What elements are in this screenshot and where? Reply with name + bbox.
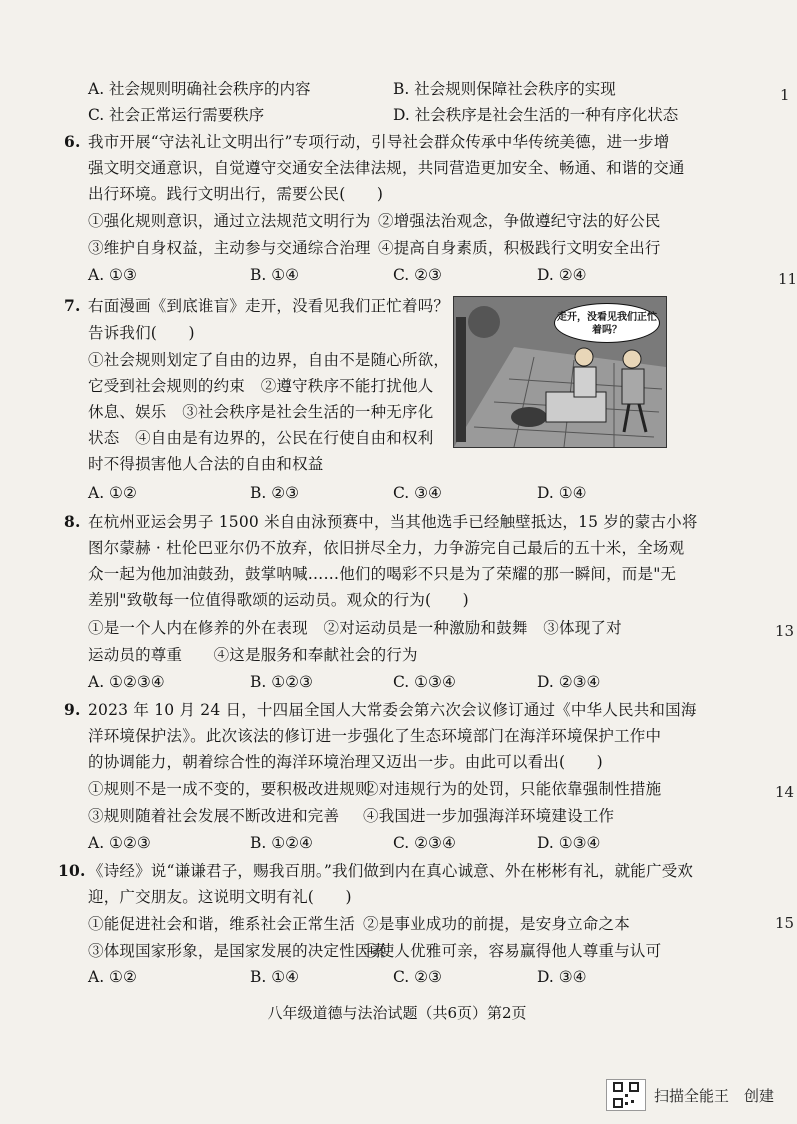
q8-choice-c: C. ①③④ xyxy=(393,673,456,691)
q8-stem-line: 众一起为他加油鼓劲，鼓掌呐喊……他们的喝彩不只是为了荣耀的那一瞬间，而是"无 xyxy=(88,565,677,583)
q7-stem-line: 右面漫画《到底谁盲》走开，没看见我们正忙着吗？ xyxy=(88,297,450,315)
q7-choice-c: C. ③④ xyxy=(393,484,442,502)
q7-number: 7. xyxy=(64,296,81,315)
q6-item: ④提高自身素质，积极践行文明安全出行 xyxy=(378,239,661,257)
margin-number: 14 xyxy=(775,783,795,801)
q9-choice-c: C. ②③④ xyxy=(393,834,456,852)
q6-choice-a: A. ①③ xyxy=(88,266,137,284)
q7-stem-line: 状态 ④自由是有边界的，公民在行使自由和权利 xyxy=(88,429,434,447)
q7-stem-line: 告诉我们( ) xyxy=(88,324,195,342)
q10-item: ④使人优雅可亲，容易赢得他人尊重与认可 xyxy=(363,942,662,960)
speech-bubble: 走开，没看见我们正忙着吗？ xyxy=(554,303,660,343)
q8-stem-line: 图尔蒙赫 · 杜伦巴亚尔仍不放弃，依旧拼尽全力，力争游完自己最后的五十米，全场观 xyxy=(88,539,685,557)
q7-choice-a: A. ①② xyxy=(88,484,137,502)
q7-choice-b: B. ②③ xyxy=(250,484,300,502)
q8-stem-line: 在杭州亚运会男子 1500 米自由泳预赛中，当其他选手已经触壁抵达，15 岁的蒙古小将 xyxy=(88,513,698,531)
q6-stem-line: 我市开展“守法礼让文明出行”专项行动，引导社会群众传承中华传统美德，进一步增 xyxy=(88,133,670,151)
q5-option-c: C. 社会正常运行需要秩序 xyxy=(88,106,265,124)
q7-stem-line: 休息、娱乐 ③社会秩序是社会生活的一种无序化 xyxy=(88,403,434,421)
scanner-watermark xyxy=(606,1078,774,1112)
q10-choice-c: C. ②③ xyxy=(393,968,442,986)
q9-stem-line: 洋环境保护法》。此次该法的修订进一步强化了生态环境部门在海洋环境保护工作中 xyxy=(88,727,662,745)
q9-stem-line: 的协调能力，朝着综合性的海洋环境治理又迈出一步。由此可以看出( ) xyxy=(88,753,603,771)
q6-stem-line: 强文明交通意识，自觉遵守交通安全法律法规，共同营造更加安全、畅通、和谐的交通 xyxy=(88,159,685,177)
q6-number: 6. xyxy=(64,132,81,151)
q8-item-line: ①是一个人内在修养的外在表现 ②对运动员是一种激励和鼓舞 ③体现了对 xyxy=(88,619,622,637)
q6-stem-line: 出行环境。践行文明出行，需要公民( ) xyxy=(88,185,384,203)
margin-number: 15 xyxy=(775,914,795,932)
q8-choice-b: B. ①②③ xyxy=(250,673,313,691)
q8-item-line: 运动员的尊重 ④这是服务和奉献社会的行为 xyxy=(88,646,418,664)
q10-choice-d: D. ③④ xyxy=(537,968,587,986)
margin-number: 1 xyxy=(780,86,790,104)
q7-stem-line: ①社会规则划定了自由的边界，自由不是随心所欲， xyxy=(88,351,450,369)
q8-stem-line: 差别"致敬每一位值得歌颂的运动员。观众的行为( ) xyxy=(88,591,469,609)
q10-number: 10. xyxy=(58,861,86,880)
q5-option-b: B. 社会规则保障社会秩序的实现 xyxy=(393,80,616,98)
q10-stem-line: 迎，广交朋友。这说明文明有礼( ) xyxy=(88,888,352,906)
q6-choice-d: D. ②④ xyxy=(537,266,587,284)
q10-item: ②是事业成功的前提，是安身立命之本 xyxy=(363,915,630,933)
q8-choice-a: A. ①②③④ xyxy=(88,673,165,691)
q6-choice-b: B. ①④ xyxy=(250,266,300,284)
page-footer: 八年级道德与法治试题（共6页）第2页 xyxy=(267,1004,527,1022)
q10-item: ③体现国家形象，是国家发展的决定性因素 xyxy=(88,942,387,960)
q9-number: 9. xyxy=(64,700,81,719)
q10-item: ①能促进社会和谐，维系社会正常生活 xyxy=(88,915,355,933)
cartoon-image xyxy=(453,296,667,448)
q9-choice-b: B. ①②④ xyxy=(250,834,313,852)
q7-stem-line: 时不得损害他人合法的自由和权益 xyxy=(88,455,324,473)
q8-number: 8. xyxy=(64,512,81,531)
q9-item: ①规则不是一成不变的，要积极改进规则 xyxy=(88,780,371,798)
q10-stem-line: 《诗经》说“谦谦君子，赐我百朋。”我们做到内在真心诚意、外在彬彬有礼，就能广受欢 xyxy=(88,862,694,880)
q10-choice-b: B. ①④ xyxy=(250,968,300,986)
q6-item: ②增强法治观念，争做遵纪守法的好公民 xyxy=(378,212,661,230)
q10-choice-a: A. ①② xyxy=(88,968,137,986)
q9-stem-line: 2023 年 10 月 24 日，十四届全国人大常委会第六次会议修订通过《中华人民共和国海 xyxy=(88,701,697,719)
q9-item: ③规则随着社会发展不断改进和完善 xyxy=(88,807,340,825)
q9-choice-d: D. ①③④ xyxy=(537,834,601,852)
q8-choice-d: D. ②③④ xyxy=(537,673,601,691)
q9-item: ②对违规行为的处罚，只能依靠强制性措施 xyxy=(363,780,662,798)
q9-choice-a: A. ①②③ xyxy=(88,834,151,852)
q7-choice-d: D. ①④ xyxy=(537,484,587,502)
watermark-text: 扫描全能王 创建 xyxy=(653,1086,774,1105)
q6-choice-c: C. ②③ xyxy=(393,266,442,284)
qr-code-icon xyxy=(606,1079,646,1111)
q5-option-d: D. 社会秩序是社会生活的一种有序化状态 xyxy=(393,106,679,124)
margin-number: 13 xyxy=(775,622,795,640)
q7-stem-line: 它受到社会规则的约束 ②遵守秩序不能打扰他人 xyxy=(88,377,434,395)
q6-item: ③维护自身权益，主动参与交通综合治理 xyxy=(88,239,371,257)
q6-item: ①强化规则意识，通过立法规范文明行为 xyxy=(88,212,371,230)
q9-item: ④我国进一步加强海洋环境建设工作 xyxy=(363,807,615,825)
margin-number: 11 xyxy=(778,270,797,288)
q5-option-a: A. 社会规则明确社会秩序的内容 xyxy=(88,80,311,98)
